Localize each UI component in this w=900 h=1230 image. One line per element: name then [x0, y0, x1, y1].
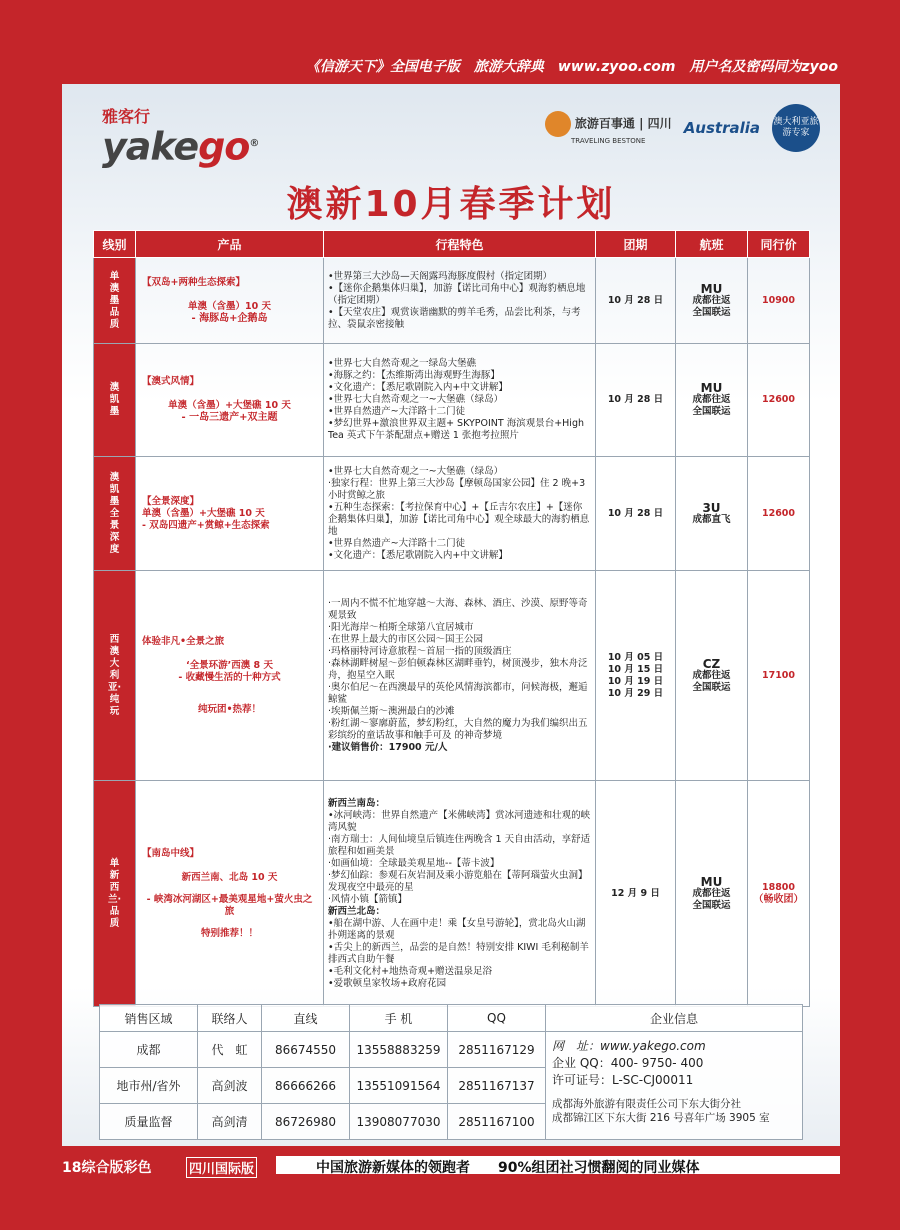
footer-bar — [0, 1148, 900, 1182]
table-row — [94, 258, 810, 344]
contact-header: 销售区域 联络人 直线 手 机 QQ 企业信息 — [100, 1005, 803, 1032]
page-title: 澳新10月春季计划 — [286, 184, 616, 225]
contact-row: 质量监督 高剑清 86726980 13908077030 2851167100 — [100, 1104, 803, 1140]
header-line: 线别 — [94, 231, 136, 258]
price-cell: 12600 — [748, 344, 810, 457]
logo-cn: 雅客行 — [102, 107, 151, 126]
dates-cell: 10 月 28 日 — [596, 457, 676, 571]
table-row — [94, 344, 810, 457]
line-cell: 单澳墨品质 — [94, 258, 136, 344]
page-sheet — [62, 84, 840, 1146]
airline-cell: 3U 成都直飞 — [676, 457, 748, 571]
company-info: 网 址：www.yakego.com 企业 QQ：400- 9750- 400 许可证号：L-SC-CJ00011 成都海外旅游有限责任公司下东大街分社 成都锦江区下东大街 216 号喜年广场 3905 室 — [546, 1032, 803, 1140]
product-cell: 【南岛中线】 新西兰南、北岛 10 天 - 峡湾冰河湖区+最美观星地+萤火虫之旅 特别推荐！！ — [136, 781, 324, 1007]
airline-cell: MU 成都往返 全国联运 — [676, 344, 748, 457]
header-price: 同行价 — [748, 231, 810, 258]
footer-edition: 四川国际版 — [186, 1157, 257, 1178]
specialist-badge: 澳大利亚旅游专家 — [772, 104, 820, 152]
product-cell: 体验非凡•全景之旅 ‘全景环游’西澳 8 天 - 收藏慢生活的十种方式 纯玩团•热荐！ — [136, 571, 324, 781]
contact-table — [99, 1004, 803, 1140]
price-cell: 12600 — [748, 457, 810, 571]
dates-cell: 10 月 28 日 — [596, 344, 676, 457]
header-airline: 航班 — [676, 231, 748, 258]
footer-page: 18综合版彩色 — [62, 1160, 152, 1176]
airline-cell: MU 成都往返 全国联运 — [676, 781, 748, 1007]
header-product: 产品 — [136, 231, 324, 258]
dates-cell: 10 月 05 日 10 月 15 日 10 月 19 日 10 月 29 日 — [596, 571, 676, 781]
product-cell: 【澳式风情】 单澳（含墨）+大堡礁 10 天 - 一岛三遗产+双主题 — [136, 344, 324, 457]
price-cell: 18800 （畅收团） — [748, 781, 810, 1007]
line-cell: 澳凯墨全景深度 — [94, 457, 136, 571]
dates-cell: 10 月 28 日 — [596, 258, 676, 344]
header-dates: 团期 — [596, 231, 676, 258]
footer-slogan: 中国旅游新媒体的领跑者 90%组团社习惯翻阅的同业媒体 — [316, 1160, 700, 1176]
line-cell: 西澳大利亚·纯玩 — [94, 571, 136, 781]
features-cell: 新西兰南岛： •冰河峡湾：世界自然遗产【米佛峡湾】赏冰河遗迹和壮观的峡湾风貌 ·南方瑞士：人间仙境皇后镇连住两晚含 1 天自由活动，享舒适旅程和如画美景 ·如画仙境：全球最美观星地--【蒂卡波】 ·梦幻仙踪：参观石灰岩洞及乘小游览船在【蒂阿瑙萤火虫洞】发现夜空中最亮的星 ·风情小镇【箭镇】 新西兰北岛： •船在湖中游、人在画中走！乘【女皇号游轮】，赏北岛火山湖扑朔迷离的景观 •舌尖上的新西兰，品尝的是自然！特别安排 KIWI 毛利秘制羊排西式自助午餐 •毛利文化村+地热奇观+赠送温泉足浴 •爱歌顿皇家牧场+政府花园 — [324, 781, 596, 1007]
tour-table — [93, 230, 810, 1007]
contact-row: 地市州/省外 高剑波 86666266 13551091564 2851167137 — [100, 1068, 803, 1104]
tour-table-header — [94, 231, 810, 258]
table-row — [94, 781, 810, 1007]
header-bar — [0, 52, 900, 82]
line-cell: 澳凯墨 — [94, 344, 136, 457]
line-cell: 单新西兰·品质 — [94, 781, 136, 1007]
partner-logos — [545, 104, 820, 152]
travel-logo: 旅游百事通 | 四川 TRAVELING BESTONE — [545, 111, 672, 145]
dates-cell: 12 月 9 日 — [596, 781, 676, 1007]
price-cell: 10900 — [748, 258, 810, 344]
features-cell: ·一周内不慌不忙地穿越～大海、森林、酒庄、沙漠、原野等奇观景致 ·阳光海岸～柏斯全球第八宜居城市 ·在世界上最大的市区公园～国王公园 ·玛格丽特河诗意旅程～首屈一指的顶级酒庄 ·森林湖畔树屋～彭伯顿森林区湖畔垂钓，树顶漫步，独木舟泛舟，抱星空入眠 ·奥尔伯尼～在西澳最早的英伦风情海滨都市，问候海极，邂逅鲸鲨 ·埃斯佩兰斯～澳洲最白的沙滩 ·粉红湖～寥廓蔚蓝，梦幻粉红，大自然的魔力为我们编织出五彩缤纷的童话故事和触手可及 的神奇梦境 ·建议销售价：17900 元/人 — [324, 571, 596, 781]
table-row — [94, 571, 810, 781]
price-cell: 17100 — [748, 571, 810, 781]
table-row — [94, 457, 810, 571]
features-cell: •世界七大自然奇观之一绿岛大堡礁 •海豚之约：【杰维斯湾出海观野生海豚】 •文化遗产：【悉尼歌剧院入内+中文讲解】 •世界七大自然奇观之一~大堡礁（绿岛） •世界自然遗产~大洋路十二门徒 •梦幻世界+激浪世界双主题+ SKYPOINT 海滨观景台+High Tea 英式下午茶配甜点+赠送 1 张抱考拉照片 — [324, 344, 596, 457]
airline-cell: MU 成都往返 全国联运 — [676, 258, 748, 344]
yakego-logo — [102, 104, 259, 169]
product-cell: 【双岛+两种生态探索】 单澳（含墨）10 天 - 海豚岛+企鹅岛 — [136, 258, 324, 344]
features-cell: •世界第三大沙岛—天阁露玛海豚度假村（指定团期） •【迷你企鹅集体归巢】，加游【诺比司角中心】观海豹栖息地（指定团期） •【天堂农庄】观赏诙谐幽默的剪羊毛秀，品尝比利茶，与考拉、袋鼠亲密接触 — [324, 258, 596, 344]
header-features: 行程特色 — [324, 231, 596, 258]
logo-en: yakego® — [102, 124, 259, 169]
australia-logo: Australia — [683, 119, 760, 137]
airline-cell: CZ 成都往返 全国联运 — [676, 571, 748, 781]
product-cell: 【全景深度】 单澳（含墨）+大堡礁 10 天 - 双岛四遗产+赏鲸+生态探索 — [136, 457, 324, 571]
header-text: 《信游天下》全国电子版 旅游大辞典 www.zyoo.com 用户名及密码同为zyoo — [305, 59, 838, 75]
contact-row: 成都 代 虹 86674550 13558883259 2851167129 网 址：www.yakego.com 企业 QQ：400- 9750- 400 许可证号：L-SC-CJ00011 成都海外旅游有限责任公司下东大街分社 成都锦江区下东大街 216 号喜年广场 3905 室 — [100, 1032, 803, 1068]
features-cell: •世界七大自然奇观之一~大堡礁（绿岛） ·独家行程：世界上第三大沙岛【摩顿岛国家公园】住 2 晚+3 小时赏鲸之旅 •五种生态探索：【考拉保育中心】+【丘吉尔农庄】+【迷你企鹅集体归巢】，加游【诺比司角中心】观全球最大的海豹栖息地 •世界自然遗产~大洋路十二门徒 •文化遗产：【悉尼歌剧院入内+中文讲解】 — [324, 457, 596, 571]
traveler-icon — [545, 111, 571, 137]
